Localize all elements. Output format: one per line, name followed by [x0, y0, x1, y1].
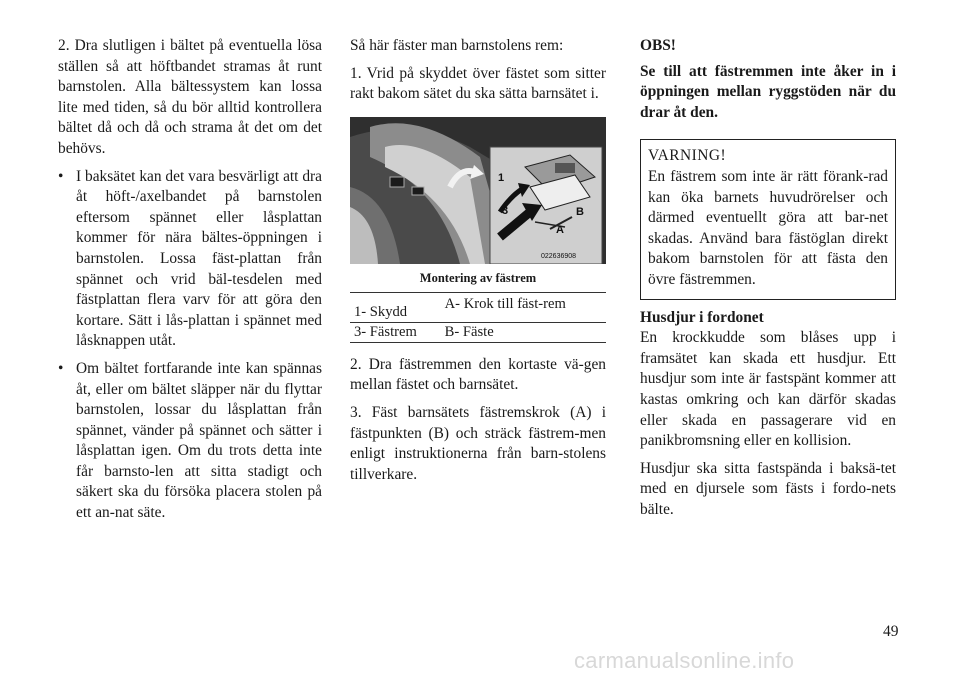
step-2-paragraph: 2. Dra slutligen i bältet på eventuella lösa ställen så att höftbandet stramas åt runt barnstolen. Alla bältessystem kan lossa lite med tiden, så du bör alltid kontrollera bältet då och då och strama åt det om det behövs.	[58, 37, 322, 157]
watermark: carmanualsonline.info	[574, 648, 795, 673]
step-1-paragraph: 1. Vrid på skyddet över fästet som sitter rakt bakom sätet du ska sätta barnsätet i.	[350, 64, 606, 103]
bullet-item	[58, 359, 322, 524]
bullet-list	[58, 167, 322, 524]
figure-legend-table	[350, 292, 606, 343]
legend-cell: 3- Fästrem	[350, 322, 441, 342]
legend-row	[350, 292, 606, 322]
bullet-item	[58, 167, 322, 352]
figure-caption: Montering av fästrem	[419, 270, 537, 285]
warning-title: VARNING!	[648, 147, 727, 165]
warning-text: En fästrem som inte är rätt förank-rad kan öka barnets huvudrörelser och därmed eventuellt göra att bar-net skadas. Använd bara fästöglan direkt bakom barnstolen för att fästa den övre fästremmen.	[648, 167, 888, 288]
callout-a: A	[556, 223, 564, 236]
step-3-paragraph: 3. Fäst barnsätets fästremskrok (A) i fästpunkten (B) och sträck fästrem-men enligt instruktionerna från barn-stolens tillverkare.	[350, 403, 606, 483]
intro-paragraph: Så här fäster man barnstolens rem:	[350, 37, 564, 54]
bullet-text: Om bältet fortfarande inte kan spännas åt, eller om bältet släpper när du flyttar barnstolen, lossar du låsplattan från spännet, vänder på spännet och sätter i låsplattan igen. Om du trots detta inte får barnsto-len att sitta stadigt och säkert ska du försöka placera stolen på ett an-nat säte.	[76, 359, 322, 522]
bullet-text: I baksätet kan det vara besvärligt att dra åt höft-/axelbandet på barnstolen eftersom spännet eller låsplattan kommer för nära bältes-öppningen i barnstolen. Lossa fäst-plattan från spännet och vrid bäl-tesdelen med fästplattan flera varv för att göra den kortare. Sätt i lås-plattan i spännet med låsknappen utåt.	[76, 167, 322, 350]
figure-code: 022636908	[541, 252, 577, 260]
column-right	[640, 36, 896, 520]
pet-paragraph-2: Husdjur ska sitta fastspända i baksä-tet med en djursele som fästs i fordo-nets bälte.	[640, 459, 896, 518]
column-middle	[350, 36, 606, 485]
obs-title: OBS!	[640, 37, 676, 54]
column-left	[58, 36, 322, 531]
callout-1: 1	[498, 171, 505, 184]
bullet-dot-icon: •	[58, 359, 64, 377]
tether-illustration	[350, 117, 606, 264]
pet-paragraph-1: En krockkudde som blåses upp i framsätet kan skada ett husdjur. Ett husdjur som inte är fastspänt kommer att kastas omkring och kan därför skadas eller skada en passagerare vid en panikbromsning eller en kollision.	[640, 329, 896, 450]
callout-b: B	[576, 205, 584, 218]
pet-heading: Husdjur i fordonet	[640, 308, 764, 326]
tether-figure	[350, 117, 606, 286]
legend-row	[350, 322, 606, 342]
legend-cell: 1- Skydd	[350, 292, 441, 322]
obs-text: Se till att fästremmen inte åker in i öppningen mellan ryggstöden när du drar åt den.	[640, 62, 896, 121]
legend-cell: B- Fäste	[441, 322, 606, 342]
legend-cell: A- Krok till fäst-rem	[441, 292, 606, 322]
page-number: 49	[883, 623, 899, 640]
callout-3: 3	[502, 204, 509, 217]
warning-box	[640, 139, 896, 299]
bullet-dot-icon: •	[58, 167, 64, 185]
step-2-paragraph: 2. Dra fästremmen den kortaste vä-gen mellan fästet och barnsätet.	[350, 355, 606, 394]
